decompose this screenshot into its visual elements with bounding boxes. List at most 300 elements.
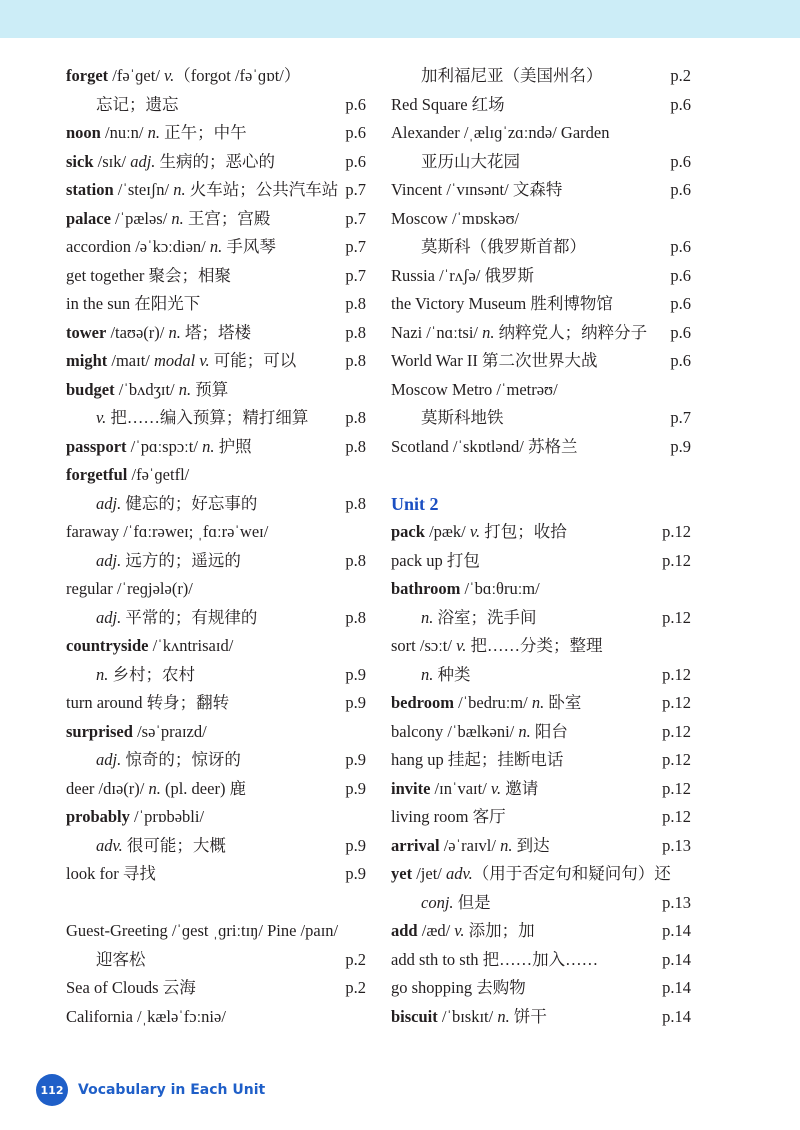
entry-text — [66, 860, 156, 889]
entry-detail: /ˈrʌʃə/ 俄罗斯 — [435, 265, 534, 285]
entry-detail: 莫斯科地铁 — [421, 408, 504, 427]
entry-detail: 云海 — [158, 978, 196, 997]
entry-text — [66, 946, 146, 975]
entry-detail: /ˈbʌdʒɪt/ — [114, 379, 179, 399]
page-reference: p.6 — [670, 94, 691, 114]
page-reference: p.12 — [662, 664, 691, 684]
vocab-entry — [391, 404, 691, 433]
entry-text — [66, 1003, 226, 1032]
headword: arrival — [391, 835, 440, 855]
headword: station — [66, 180, 114, 199]
page-reference: p.7 — [345, 208, 366, 228]
entry-detail: 忘记；遗忘 — [96, 94, 179, 114]
entry-text — [391, 290, 613, 319]
vocab-entry — [66, 290, 366, 319]
entry-meaning: 但是 — [453, 892, 491, 912]
page-reference: p.6 — [345, 151, 366, 171]
entry-text — [391, 433, 577, 462]
part-of-speech: adj. — [130, 151, 156, 171]
entry-text — [391, 404, 504, 433]
entry-text — [391, 376, 558, 405]
headword: hang up — [391, 750, 444, 769]
entry-detail: /ˈmɒskəʊ/ — [447, 208, 520, 228]
vocab-entry — [391, 433, 691, 462]
page-reference: p.8 — [345, 294, 366, 313]
vocab-entry — [66, 547, 366, 576]
part-of-speech: n. — [421, 607, 434, 627]
vocab-entry — [391, 832, 691, 861]
vocab-entry — [391, 518, 691, 547]
page-reference: p.9 — [345, 664, 366, 684]
page-reference: p.14 — [662, 921, 691, 940]
headword: Moscow Metro — [391, 379, 493, 399]
vocab-entry — [391, 689, 691, 718]
page-reference: p.8 — [345, 607, 366, 627]
vocab-entry — [66, 176, 366, 205]
entry-text — [391, 632, 602, 661]
headword: palace — [66, 208, 111, 228]
entry-meaning: 到达 — [512, 835, 550, 855]
part-of-speech: n. — [173, 180, 186, 199]
vocab-entry — [391, 746, 691, 775]
part-of-speech: adj. — [96, 550, 122, 570]
page-reference: p.6 — [670, 351, 691, 370]
entry-text — [66, 547, 241, 576]
part-of-speech: v. — [490, 778, 502, 798]
entry-detail: 把……加入…… — [478, 949, 599, 969]
page-reference: p.2 — [670, 66, 691, 85]
page-reference: p.9 — [345, 750, 366, 769]
entry-meaning: 塔；塔楼 — [180, 322, 252, 342]
page-reference: p.2 — [345, 978, 366, 997]
headword: World War II — [391, 351, 478, 370]
vocab-entry — [66, 661, 366, 690]
page-reference: p.14 — [662, 1006, 691, 1026]
entry-meaning: 很可能；大概 — [122, 835, 226, 855]
entry-meaning: 把……编入预算；精打细算 — [106, 408, 309, 427]
vocab-entry — [66, 319, 366, 348]
entry-detail: 迎客松 — [96, 949, 146, 969]
vocab-entry — [391, 205, 691, 234]
entry-text — [391, 148, 520, 177]
headword: pack — [391, 522, 425, 541]
part-of-speech: adj. — [96, 493, 122, 513]
entry-text — [66, 718, 207, 747]
entry-detail: 亚历山大花园 — [421, 151, 520, 171]
vocab-entry — [66, 490, 366, 519]
headword: Red Square — [391, 94, 468, 114]
page-reference: p.6 — [670, 180, 691, 199]
entry-detail: /ˈkʌntrisaɪd/ — [148, 636, 234, 655]
vocab-entry — [66, 974, 366, 1003]
page-reference: p.13 — [662, 835, 691, 855]
entry-detail: /ˈbɑːθruːm/ — [460, 579, 540, 598]
vocab-entry — [391, 803, 691, 832]
headword: yet — [391, 864, 413, 883]
entry-detail: /pæk/ — [424, 522, 470, 541]
entry-text — [391, 62, 603, 91]
headword: add sth to sth — [391, 949, 479, 969]
page-reference: p.6 — [670, 322, 691, 342]
entry-meaning: （forgot /fəˈɡɒt/） — [174, 66, 301, 85]
entry-detail: /ˈɡest ˌɡriːtɪŋ/ Pine /paɪn/ — [167, 921, 339, 940]
headword: regular — [66, 579, 113, 598]
entry-detail: /ˌælɪɡˈzɑːndə/ Garden — [459, 123, 610, 142]
part-of-speech: adj. — [96, 607, 122, 627]
entry-detail: 聚会；相聚 — [144, 265, 231, 285]
entry-detail: /ˈnɑːtsi/ — [422, 322, 483, 342]
page-reference: p.14 — [662, 978, 691, 997]
vocab-entry — [66, 262, 366, 291]
entry-text — [391, 205, 519, 234]
page-reference: p.7 — [345, 265, 366, 285]
entry-text — [391, 262, 534, 291]
headword: pack up — [391, 550, 443, 570]
page-reference: p.12 — [662, 778, 691, 798]
entry-meaning: (pl. deer) 鹿 — [160, 778, 247, 798]
vocab-entry — [66, 746, 366, 775]
headword: Sea of Clouds — [66, 978, 159, 997]
vocab-entry — [391, 889, 691, 918]
headword: look for — [66, 864, 119, 883]
vocab-entry — [66, 433, 366, 462]
part-of-speech: n. — [497, 1006, 510, 1026]
vocab-entry — [66, 347, 366, 376]
footer-title: Vocabulary in Each Unit — [78, 1082, 266, 1098]
part-of-speech: n. — [209, 237, 223, 256]
entry-text — [391, 860, 671, 889]
page-reference: p.14 — [662, 949, 691, 969]
entry-meaning: 乡村；农村 — [108, 664, 195, 684]
headword: Scotland — [391, 436, 449, 456]
page-reference: p.2 — [345, 949, 366, 969]
entry-detail: /ˈreɡjələ(r)/ — [112, 579, 193, 598]
headword: faraway — [66, 522, 120, 541]
entry-detail: 胜利博物馆 — [526, 294, 613, 313]
vocab-entry — [66, 376, 366, 405]
entry-detail: /ˈbɪskɪt/ — [437, 1006, 498, 1026]
entry-text — [391, 176, 562, 205]
entry-detail: /nuːn/ — [100, 123, 148, 142]
entry-text — [391, 575, 540, 604]
vocab-entry — [66, 91, 366, 120]
headword: bedroom — [391, 693, 454, 712]
entry-text — [66, 917, 338, 946]
page-number-badge: 112 — [36, 1074, 68, 1106]
entry-text — [66, 376, 228, 405]
entry-detail: 打包 — [442, 550, 480, 570]
entry-meaning: 卧室 — [544, 693, 582, 712]
vocabulary-column-right — [391, 62, 691, 1031]
entry-meaning: 可能；可以 — [209, 351, 297, 370]
entry-detail: /ˌkæləˈfɔːniə/ — [132, 1006, 226, 1026]
entry-text — [66, 233, 276, 262]
vocab-entry — [391, 148, 691, 177]
entry-text — [391, 889, 491, 918]
entry-meaning: 护照 — [214, 436, 252, 456]
entry-detail: /əˈraɪvl/ — [439, 835, 501, 855]
entry-detail: /fəˈɡetfl/ — [127, 465, 190, 484]
page-reference: p.12 — [662, 693, 691, 712]
vocab-entry — [391, 917, 691, 946]
entry-text — [391, 661, 471, 690]
headword: sort — [391, 636, 416, 655]
page-reference: p.8 — [345, 408, 366, 427]
entry-detail: 加利福尼亚（美国州名） — [421, 66, 603, 85]
entry-meaning: 饼干 — [509, 1006, 547, 1026]
headword: might — [66, 351, 108, 370]
part-of-speech: n. — [147, 123, 160, 142]
vocab-entry — [391, 547, 691, 576]
vocab-entry — [66, 946, 366, 975]
entry-detail: /ˈskɒtlənd/ 苏格兰 — [448, 436, 578, 456]
page-reference: p.8 — [345, 351, 366, 370]
vocab-entry — [391, 604, 691, 633]
entry-text — [391, 718, 568, 747]
vocab-entry — [391, 347, 691, 376]
entry-meaning: 种类 — [433, 664, 471, 684]
entry-meaning: 纳粹党人；纳粹分子 — [494, 322, 648, 342]
vocab-entry — [391, 62, 691, 91]
headword: add — [391, 921, 418, 940]
vocab-entry — [391, 632, 691, 661]
page-reference: p.6 — [670, 294, 691, 313]
entry-text — [391, 746, 563, 775]
headword: get together — [66, 265, 145, 285]
page-reference: p.12 — [662, 721, 691, 741]
entry-text — [66, 262, 231, 291]
entry-text — [391, 974, 526, 1003]
entry-text — [66, 746, 241, 775]
vocab-entry — [391, 376, 691, 405]
entry-detail: /fəˈɡet/ — [108, 66, 165, 85]
part-of-speech: n. — [202, 436, 215, 456]
entry-meaning: 平常的；有规律的 — [121, 607, 258, 627]
entry-text — [391, 347, 597, 376]
page-reference: p.7 — [345, 237, 366, 256]
entry-text — [66, 518, 268, 547]
entry-detail: 客厅 — [468, 807, 506, 826]
entry-meaning: 生病的；恶心的 — [155, 151, 276, 171]
entry-text — [66, 148, 275, 177]
entry-detail: 转身；翻转 — [142, 693, 230, 712]
vocab-entry — [391, 119, 691, 148]
vocab-entry — [66, 1003, 366, 1032]
entry-detail: /ɪnˈvaɪt/ — [430, 778, 491, 798]
page-reference: p.8 — [345, 550, 366, 570]
page-reference: p.7 — [345, 180, 366, 199]
headword: forgetful — [66, 465, 128, 484]
page-reference: p.12 — [662, 550, 691, 570]
entry-detail: /ˈbælkəni/ — [443, 721, 519, 741]
entry-text — [66, 974, 196, 1003]
entry-detail: 去购物 — [472, 978, 526, 997]
headword: invite — [391, 778, 431, 798]
entry-text — [66, 604, 257, 633]
part-of-speech: n. — [421, 664, 434, 684]
entry-detail: /sɪk/ — [93, 151, 131, 171]
vocab-entry — [391, 974, 691, 1003]
entry-text — [66, 91, 179, 120]
entry-text — [66, 205, 270, 234]
vocab-entry — [66, 689, 366, 718]
entry-text — [391, 1003, 547, 1032]
page-reference: p.8 — [345, 322, 366, 342]
vocab-entry — [66, 917, 366, 946]
headword: Vincent — [391, 180, 443, 199]
headword: Russia — [391, 265, 436, 285]
page-reference: p.6 — [670, 265, 691, 285]
headword: Nazi — [391, 322, 423, 342]
headword: bathroom — [391, 579, 461, 598]
entry-text — [66, 119, 247, 148]
page-reference: p.12 — [662, 750, 691, 769]
entry-detail: 在阳光下 — [130, 294, 201, 313]
headword: in the sun — [66, 294, 131, 313]
entry-text — [391, 803, 506, 832]
headword: countryside — [66, 636, 149, 655]
vocab-entry — [66, 718, 366, 747]
headword: deer — [66, 778, 95, 798]
entry-meaning: 邀请 — [501, 778, 539, 798]
part-of-speech: v. — [456, 636, 467, 655]
vocab-entry — [391, 290, 691, 319]
entry-text — [391, 547, 480, 576]
entry-text — [66, 347, 296, 376]
entry-text — [391, 91, 505, 120]
vocab-entry — [391, 575, 691, 604]
entry-meaning: 浴室；洗手间 — [433, 607, 537, 627]
entry-detail: /səˈpraɪzd/ — [132, 721, 207, 741]
headword: Moscow — [391, 208, 448, 228]
vocab-entry — [391, 233, 691, 262]
entry-text — [66, 461, 189, 490]
page-reference: p.12 — [662, 807, 691, 826]
part-of-speech: conj. — [421, 892, 454, 912]
entry-meaning: 惊奇的；惊讶的 — [121, 750, 241, 769]
entry-text — [391, 775, 538, 804]
part-of-speech: n. — [168, 322, 181, 342]
headword: budget — [66, 379, 115, 399]
part-of-speech: adv. — [446, 864, 473, 883]
vocabulary-column-left — [66, 62, 366, 1031]
page-reference: p.8 — [345, 493, 366, 513]
vocab-entry — [66, 518, 366, 547]
headword: biscuit — [391, 1006, 438, 1026]
part-of-speech: n. — [531, 693, 545, 712]
headword: noon — [66, 123, 101, 142]
entry-detail: 第二次世界大战 — [477, 351, 598, 370]
entry-meaning: 阳台 — [530, 721, 568, 741]
entry-text — [391, 119, 609, 148]
page-reference: p.6 — [670, 237, 691, 256]
entry-detail: /ˈprɒbəbli/ — [129, 807, 205, 826]
entry-text — [391, 319, 647, 348]
headword: sick — [66, 151, 94, 171]
part-of-speech: adv. — [96, 835, 123, 855]
part-of-speech: n. — [500, 835, 513, 855]
page-reference: p.12 — [662, 522, 691, 541]
vocab-entry — [391, 775, 691, 804]
entry-detail: /dɪə(r)/ — [94, 778, 149, 798]
part-of-speech: v. — [454, 921, 465, 940]
entry-detail: 莫斯科（俄罗斯首都） — [421, 237, 586, 256]
part-of-speech: n. — [482, 322, 495, 342]
vocab-entry — [66, 575, 366, 604]
part-of-speech: v. — [96, 408, 107, 427]
page-reference: p.9 — [345, 778, 366, 798]
part-of-speech: v. — [164, 66, 175, 85]
entry-text — [66, 832, 226, 861]
page-reference: p.7 — [670, 408, 691, 427]
vocab-entry — [66, 205, 366, 234]
headword: passport — [66, 436, 127, 456]
entry-detail: /ˈpæləs/ — [110, 208, 172, 228]
entry-meaning: 远方的；遥远的 — [121, 550, 241, 570]
entry-meaning: 手风琴 — [222, 237, 276, 256]
entry-text — [391, 233, 586, 262]
unit-heading-text: Unit 2 — [391, 493, 439, 514]
page-footer — [36, 1074, 265, 1106]
entry-text — [391, 689, 581, 718]
entry-text — [66, 775, 246, 804]
vocab-entry — [391, 176, 691, 205]
entry-meaning: 预算 — [191, 379, 229, 399]
entry-meaning: 王宫；宫殿 — [183, 208, 271, 228]
vocab-entry — [391, 262, 691, 291]
entry-detail: /taʊə(r)/ — [106, 322, 169, 342]
part-of-speech: modal v. — [154, 351, 210, 370]
entry-text — [66, 62, 300, 91]
vocab-entry — [66, 604, 366, 633]
page-reference: p.8 — [345, 436, 366, 456]
top-color-band — [0, 0, 800, 38]
vocab-entry — [391, 860, 691, 889]
page-reference: p.6 — [670, 151, 691, 171]
vocab-entry — [391, 319, 691, 348]
entry-text — [66, 290, 200, 319]
entry-text — [391, 604, 537, 633]
entry-text — [391, 832, 550, 861]
entry-meaning: 添加；加 — [464, 921, 535, 940]
entry-detail: /sɔːt/ — [415, 636, 457, 655]
page-reference: p.9 — [345, 864, 366, 883]
page-reference: p.9 — [345, 693, 366, 712]
entry-text — [66, 176, 338, 205]
entry-detail: /ˈmetrəʊ/ — [492, 379, 558, 399]
vocab-entry — [66, 119, 366, 148]
headword: the Victory Museum — [391, 294, 527, 313]
part-of-speech: n. — [178, 379, 192, 399]
entry-detail: 红场 — [467, 94, 505, 114]
entry-detail: /maɪt/ — [107, 351, 154, 370]
page-reference: p.6 — [345, 94, 366, 114]
vocab-entry — [391, 661, 691, 690]
entry-text — [66, 689, 229, 718]
entry-text — [66, 433, 252, 462]
entry-text — [66, 632, 233, 661]
entry-text — [66, 490, 257, 519]
part-of-speech: n. — [518, 721, 531, 741]
part-of-speech: v. — [469, 522, 481, 541]
vocab-entry — [66, 775, 366, 804]
part-of-speech: n. — [148, 778, 161, 798]
vocab-entry — [66, 803, 366, 832]
vocab-entry — [391, 91, 691, 120]
headword: Guest-Greeting — [66, 921, 168, 940]
entry-text — [391, 917, 535, 946]
headword: Alexander — [391, 123, 460, 142]
